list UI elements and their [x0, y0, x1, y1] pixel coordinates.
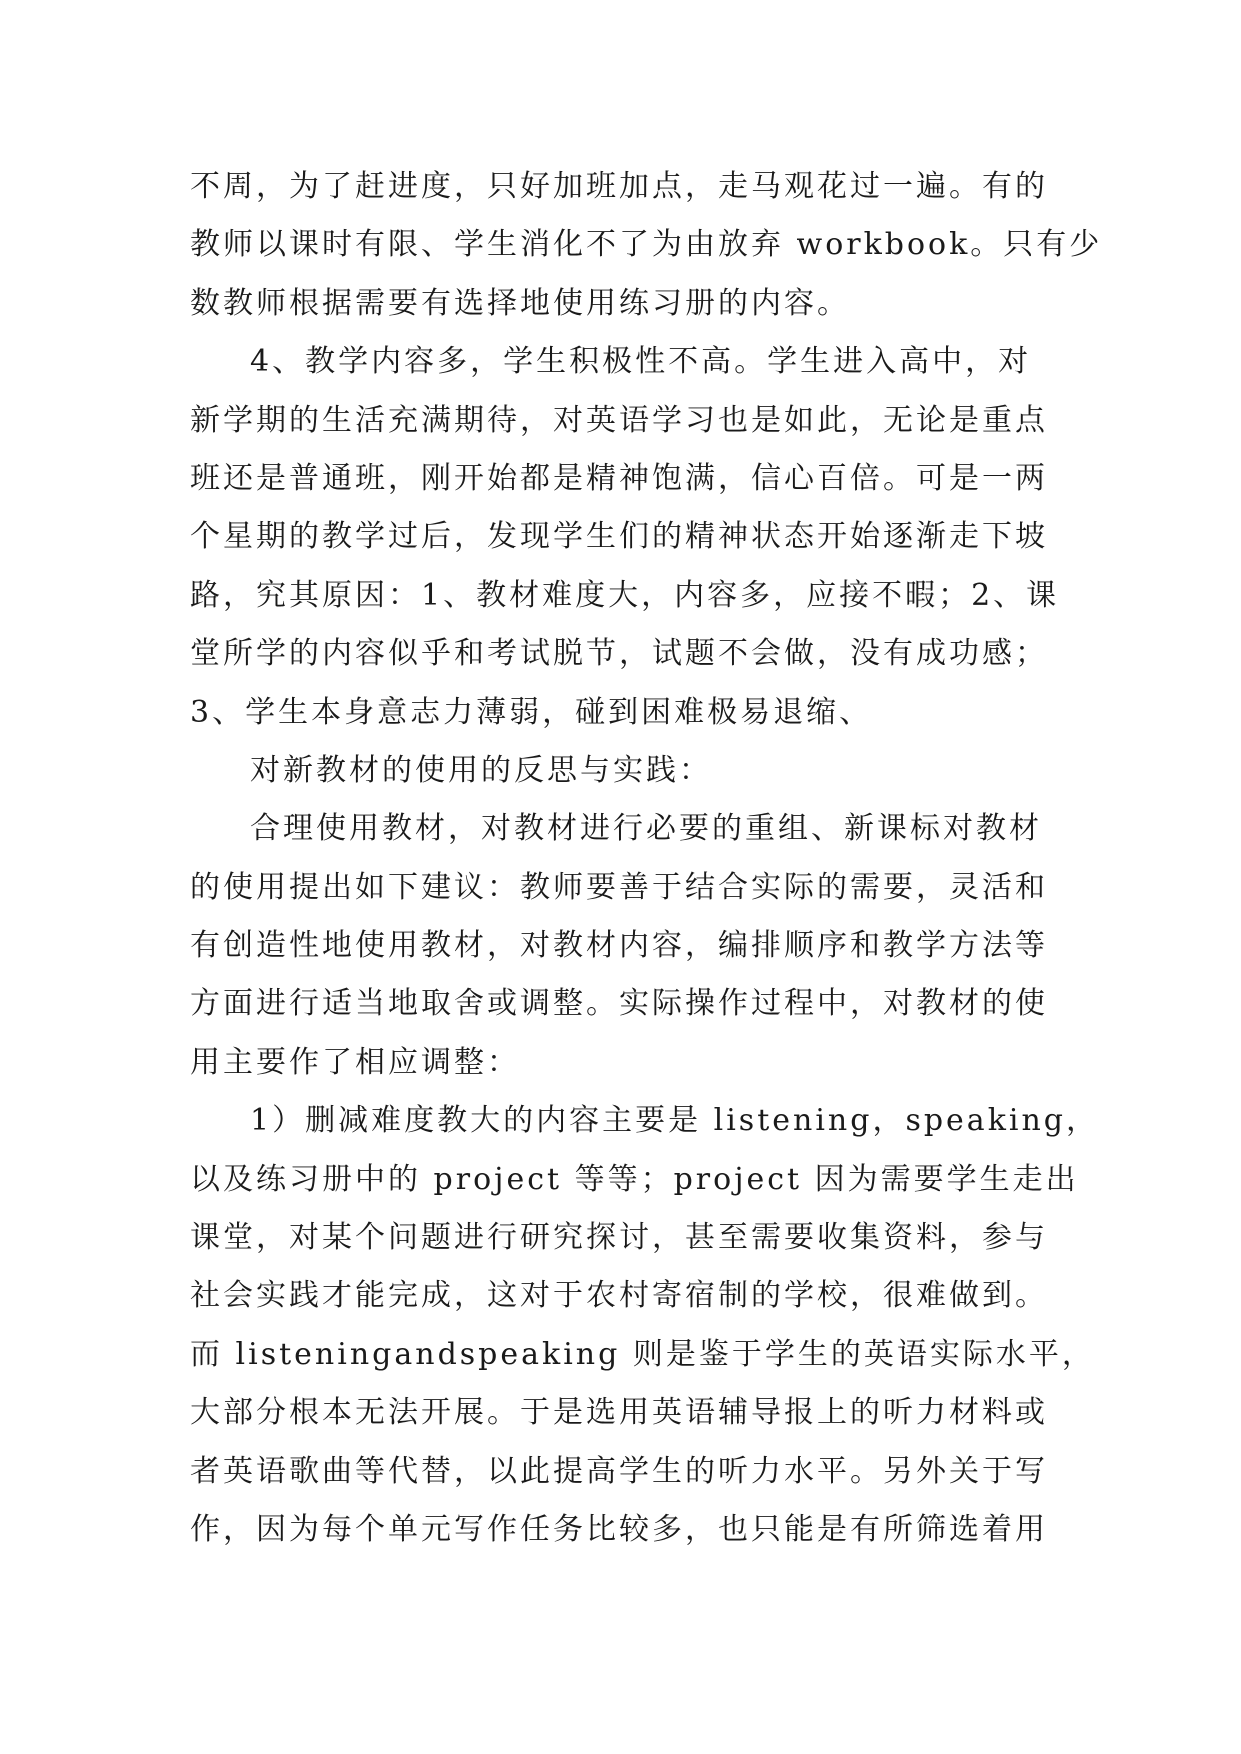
text-line: 数教师根据需要有选择地使用练习册的内容。 — [190, 285, 850, 321]
text-line: 新学期的生活充满期待，对英语学习也是如此，无论是重点 — [190, 402, 1048, 438]
text-line: 大部分根本无法开展。于是选用英语辅导报上的听力材料或 — [190, 1395, 1048, 1431]
text-line: 班还是普通班，刚开始都是精神饱满，信心百倍。可是一两 — [190, 460, 1048, 496]
text-line: 用主要作了相应调整： — [190, 1044, 520, 1080]
text-line: 4、教学内容多，学生积极性不高。学生进入高中，对 — [250, 344, 1032, 380]
text-line: 作，因为每个单元写作任务比较多，也只能是有所筛选着用 — [190, 1511, 1048, 1547]
text-line: 3、学生本身意志力薄弱，碰到困难极易退缩、 — [190, 694, 873, 730]
text-line: 个星期的教学过后，发现学生们的精神状态开始逐渐走下坡 — [190, 519, 1048, 555]
text-line: 路，究其原因：1、教材难度大，内容多，应接不暇；2、课 — [190, 577, 1060, 613]
text-line: 以及练习册中的 project 等等；project 因为需要学生走出 — [190, 1161, 1079, 1197]
body-text — [190, 158, 1103, 1559]
text-line: 而 listeningandspeaking 则是鉴于学生的英语实际水平， — [190, 1336, 1095, 1372]
text-line: 者英语歌曲等代替，以此提高学生的听力水平。另外关于写 — [190, 1453, 1048, 1489]
text-line: 不周，为了赶进度，只好加班加点，走马观花过一遍。有的 — [190, 169, 1048, 204]
text-line: 对新教材的使用的反思与实践： — [250, 752, 712, 788]
text-line: 课堂，对某个问题进行研究探讨，甚至需要收集资料，参与 — [190, 1220, 1048, 1256]
text-line: 1）删减难度教大的内容主要是 listening，speaking， — [250, 1103, 1099, 1139]
text-line: 堂所学的内容似乎和考试脱节，试题不会做，没有成功感； — [190, 636, 1048, 672]
text-line: 社会实践才能完成，这对于农村寄宿制的学校，很难做到。 — [190, 1278, 1048, 1314]
text-line: 合理使用教材，对教材进行必要的重组、新课标对教材 — [250, 811, 1042, 847]
text-line: 的使用提出如下建议：教师要善于结合实际的需要，灵活和 — [190, 869, 1048, 905]
text-line: 有创造性地使用教材，对教材内容，编排顺序和教学方法等 — [190, 928, 1048, 964]
text-line: 教师以课时有限、学生消化不了为由放弃 workbook。只有少 — [190, 227, 1103, 263]
text-line: 方面进行适当地取舍或调整。实际操作过程中，对教材的使 — [190, 986, 1048, 1022]
